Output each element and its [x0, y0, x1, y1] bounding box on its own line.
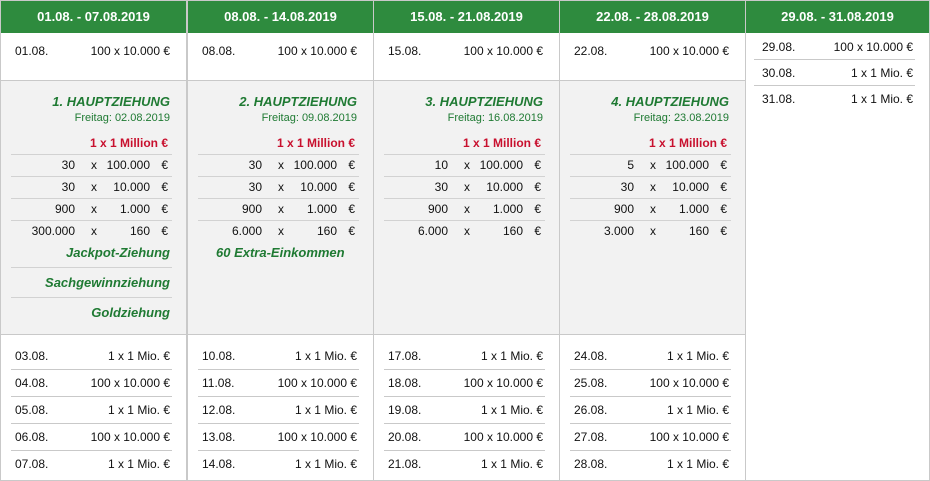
draw-date: 17.08. [388, 349, 422, 363]
prize-currency: € [534, 158, 541, 172]
draw-row [570, 343, 731, 370]
draw-row [384, 397, 545, 424]
prize-row [570, 155, 731, 177]
draw-date: 13.08. [202, 430, 236, 444]
prize-amount: 10.000 [113, 180, 150, 194]
prize-amount: 160 [688, 224, 709, 238]
prize-currency: € [720, 158, 727, 172]
main-draw-date: Freitag: 02.08.2019 [74, 112, 170, 124]
daily-draw-rows [188, 335, 373, 480]
prize-currency: € [161, 202, 168, 216]
prize-count: 6.000 [417, 224, 448, 238]
prize-amount: 160 [129, 224, 150, 238]
prize-times: x [278, 224, 284, 238]
draw-prize: 100 x 10.000 € [90, 376, 170, 390]
prize-currency: € [720, 224, 727, 238]
prize-times: x [278, 158, 284, 172]
draw-row [198, 424, 359, 451]
prize-times: x [278, 202, 284, 216]
prize-row [11, 155, 172, 177]
draw-prize: 100 x 10.000 € [277, 430, 357, 444]
extra-draw-label: Sachgewinnziehung [11, 268, 172, 298]
prize-times: x [91, 224, 97, 238]
prize-count: 10 [434, 158, 448, 172]
prize-currency: € [348, 202, 355, 216]
draw-row [188, 38, 373, 64]
prize-table [11, 133, 172, 242]
prize-count: 30 [61, 158, 75, 172]
prize-times: x [91, 202, 97, 216]
draw-row [198, 370, 359, 397]
draw-prize: 1 x 1 Mio. € [294, 349, 357, 363]
top-draw-rows [560, 34, 745, 81]
draw-prize: 1 x 1 Mio. € [480, 349, 543, 363]
draw-date: 24.08. [574, 349, 608, 363]
prize-count: 900 [427, 202, 448, 216]
prize-row [11, 199, 172, 221]
draw-row [11, 343, 172, 370]
week-column [187, 0, 374, 481]
million-prize-text: 1 x 1 Million € [462, 136, 541, 150]
draw-date: 18.08. [388, 376, 422, 390]
draw-date: 27.08. [574, 430, 608, 444]
prize-row [198, 199, 359, 221]
draw-row [384, 343, 545, 370]
prize-row [384, 199, 545, 221]
million-prize-row [198, 133, 359, 155]
draw-row [754, 34, 915, 60]
draw-date: 11.08. [202, 376, 235, 390]
prize-amount: 100.000 [479, 158, 523, 172]
main-draw-title: 1. HAUPTZIEHUNG [52, 94, 170, 109]
prize-amount: 10.000 [300, 180, 337, 194]
prize-currency: € [161, 180, 168, 194]
draw-prize: 1 x 1 Mio. € [107, 349, 170, 363]
draw-prize: 100 x 10.000 € [649, 430, 729, 444]
prize-count: 3.000 [603, 224, 634, 238]
daily-draw-rows [560, 335, 745, 480]
main-draw-title: 3. HAUPTZIEHUNG [425, 94, 543, 109]
million-prize-row [570, 133, 731, 155]
week-column [745, 0, 930, 481]
prize-amount: 160 [316, 224, 337, 238]
draw-prize: 100 x 10.000 € [463, 44, 543, 58]
prize-table [384, 133, 545, 242]
main-draw-panel [560, 81, 745, 335]
draw-prize: 100 x 10.000 € [277, 376, 357, 390]
prize-times: x [91, 180, 97, 194]
million-prize-row [384, 133, 545, 155]
draw-prize: 100 x 10.000 € [649, 376, 729, 390]
draw-date: 14.08. [202, 457, 236, 471]
top-draw-rows [188, 34, 373, 81]
draw-date: 26.08. [574, 403, 608, 417]
main-draw-panel [374, 81, 559, 335]
week-header: 01.08. - 07.08.2019 [1, 1, 186, 33]
draw-date: 06.08. [15, 430, 49, 444]
prize-amount: 1.000 [678, 202, 709, 216]
draw-date: 07.08. [15, 457, 49, 471]
daily-draw-list [374, 343, 559, 477]
draw-date: 03.08. [15, 349, 49, 363]
extra-draws [198, 238, 359, 267]
draw-date: 20.08. [388, 430, 422, 444]
draw-date: 01.08. [15, 44, 49, 58]
prize-currency: € [348, 224, 355, 238]
draw-row [570, 451, 731, 477]
extra-draw-label: 60 Extra-Einkommen [216, 245, 345, 260]
prize-currency: € [534, 224, 541, 238]
prize-count: 900 [613, 202, 634, 216]
draw-prize: 100 x 10.000 € [90, 44, 170, 58]
draw-date: 05.08. [15, 403, 49, 417]
draw-row [1, 38, 186, 64]
draw-date: 25.08. [574, 376, 608, 390]
draw-prize: 100 x 10.000 € [277, 44, 357, 58]
draw-prize: 100 x 10.000 € [649, 44, 729, 58]
prize-times: x [464, 202, 470, 216]
draw-prize: 1 x 1 Mio. € [107, 403, 170, 417]
draw-prize: 100 x 10.000 € [90, 430, 170, 444]
main-draw-date: Freitag: 09.08.2019 [261, 112, 357, 124]
prize-count: 30 [248, 158, 262, 172]
prize-times: x [278, 180, 284, 194]
prize-times: x [650, 224, 656, 238]
million-prize-text: 1 x 1 Million € [648, 136, 727, 150]
prize-table [198, 133, 359, 242]
daily-draw-list [188, 343, 373, 477]
prize-row [384, 155, 545, 177]
draw-date: 12.08. [202, 403, 236, 417]
prize-times: x [650, 158, 656, 172]
main-draw-panel [1, 81, 186, 335]
extra-draw-label: Goldziehung [91, 305, 170, 320]
draw-row [11, 370, 172, 397]
draw-date: 08.08. [202, 44, 236, 58]
prize-row [11, 177, 172, 199]
week-header: 15.08. - 21.08.2019 [374, 1, 559, 33]
draw-row [754, 60, 915, 86]
draw-prize: 1 x 1 Mio. € [294, 457, 357, 471]
daily-draw-list [560, 343, 745, 477]
prize-currency: € [161, 158, 168, 172]
daily-draw-rows [374, 335, 559, 480]
draw-prize: 1 x 1 Mio. € [666, 349, 729, 363]
prize-count: 30 [434, 180, 448, 194]
prize-table [570, 133, 731, 242]
prize-count: 30 [248, 180, 262, 194]
prize-times: x [464, 224, 470, 238]
week-column [0, 0, 187, 481]
prize-currency: € [720, 180, 727, 194]
draw-date: 29.08. [762, 40, 796, 54]
prize-amount: 100.000 [293, 158, 337, 172]
prize-currency: € [161, 224, 168, 238]
top-draw-rows [1, 34, 186, 81]
draw-row [570, 397, 731, 424]
prize-count: 6.000 [231, 224, 262, 238]
draw-row [11, 424, 172, 451]
prize-count: 300.000 [31, 224, 75, 238]
prize-amount: 10.000 [672, 180, 709, 194]
draw-row [198, 451, 359, 477]
prize-currency: € [348, 180, 355, 194]
million-prize-text: 1 x 1 Million € [89, 136, 168, 150]
draw-row [198, 397, 359, 424]
prize-times: x [650, 180, 656, 194]
week-header: 29.08. - 31.08.2019 [746, 1, 929, 33]
daily-draw-list [1, 343, 186, 477]
main-draw-panel [188, 81, 373, 335]
draw-row [570, 370, 731, 397]
prize-row [570, 199, 731, 221]
draw-prize: 1 x 1 Mio. € [666, 457, 729, 471]
extra-draw-label: Jackpot-Ziehung [11, 238, 172, 268]
prize-amount: 1.000 [492, 202, 523, 216]
prize-count: 900 [241, 202, 262, 216]
draw-date: 22.08. [574, 44, 608, 58]
prize-times: x [650, 202, 656, 216]
top-draw-rows [754, 34, 915, 112]
prize-times: x [91, 158, 97, 172]
draw-prize: 100 x 10.000 € [463, 430, 543, 444]
prize-count: 5 [627, 158, 634, 172]
draw-row [198, 343, 359, 370]
draw-row [11, 397, 172, 424]
prize-row [570, 177, 731, 199]
draw-row [754, 86, 915, 112]
draw-date: 04.08. [15, 376, 49, 390]
prize-amount: 100.000 [106, 158, 150, 172]
draw-date: 19.08. [388, 403, 422, 417]
prize-row [570, 221, 731, 242]
week-column [559, 0, 746, 481]
week-column [373, 0, 560, 481]
million-prize-row [11, 133, 172, 155]
prize-amount: 100.000 [665, 158, 709, 172]
prize-row [384, 177, 545, 199]
draw-row [374, 38, 559, 64]
draw-prize: 1 x 1 Mio. € [666, 403, 729, 417]
draw-row [560, 38, 745, 64]
extra-draws [11, 238, 172, 327]
prize-count: 30 [620, 180, 634, 194]
draw-date: 21.08. [388, 457, 422, 471]
prize-row [384, 221, 545, 242]
prize-times: x [464, 158, 470, 172]
prize-currency: € [720, 202, 727, 216]
prize-amount: 160 [502, 224, 523, 238]
main-draw-date: Freitag: 16.08.2019 [447, 112, 543, 124]
prize-times: x [464, 180, 470, 194]
prize-currency: € [348, 158, 355, 172]
main-draw-title: 2. HAUPTZIEHUNG [239, 94, 357, 109]
prize-amount: 10.000 [486, 180, 523, 194]
daily-draw-rows [1, 335, 186, 480]
draw-date: 31.08. [762, 92, 796, 106]
prize-currency: € [534, 180, 541, 194]
main-draw-title: 4. HAUPTZIEHUNG [611, 94, 729, 109]
prize-amount: 1.000 [306, 202, 337, 216]
week-header: 08.08. - 14.08.2019 [188, 1, 373, 33]
draw-date: 15.08. [388, 44, 422, 58]
draw-prize: 1 x 1 Mio. € [107, 457, 170, 471]
main-draw-date: Freitag: 23.08.2019 [633, 112, 729, 124]
draw-row [570, 424, 731, 451]
draw-prize: 1 x 1 Mio. € [480, 457, 543, 471]
draw-prize: 1 x 1 Mio. € [850, 66, 913, 80]
prize-count: 30 [61, 180, 75, 194]
draw-date: 10.08. [202, 349, 236, 363]
draw-prize: 1 x 1 Mio. € [294, 403, 357, 417]
prize-row [198, 155, 359, 177]
top-draw-rows [374, 34, 559, 81]
draw-row [11, 451, 172, 477]
prize-amount: 1.000 [119, 202, 150, 216]
prize-row [198, 177, 359, 199]
draw-prize: 100 x 10.000 € [833, 40, 913, 54]
prize-count: 900 [54, 202, 75, 216]
draw-date: 30.08. [762, 66, 796, 80]
prize-currency: € [534, 202, 541, 216]
draw-prize: 1 x 1 Mio. € [480, 403, 543, 417]
draw-date: 28.08. [574, 457, 608, 471]
draw-row [384, 451, 545, 477]
million-prize-text: 1 x 1 Million € [276, 136, 355, 150]
draw-row [384, 424, 545, 451]
draw-row [384, 370, 545, 397]
draw-prize: 100 x 10.000 € [463, 376, 543, 390]
draw-prize: 1 x 1 Mio. € [850, 92, 913, 106]
week-header: 22.08. - 28.08.2019 [560, 1, 745, 33]
